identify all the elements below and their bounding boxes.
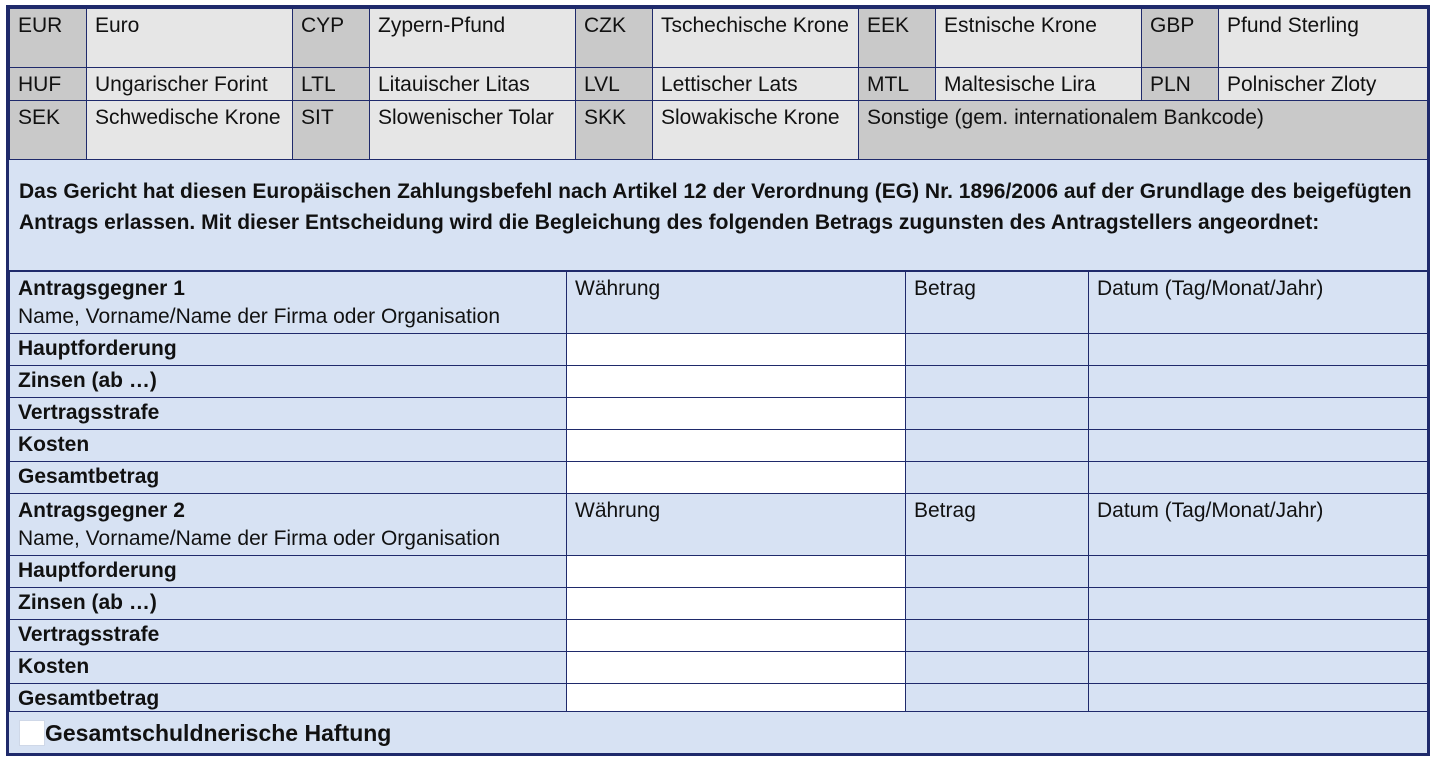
currency-name: Ungarischer Forint (87, 68, 293, 101)
currency-field[interactable] (567, 398, 906, 430)
currency-code: LVL (576, 68, 653, 101)
defendant-subtitle: Name, Vorname/Name der Firma oder Organisation (18, 305, 501, 328)
defendant-title: Antragsgegner 1 (18, 277, 185, 300)
defendant-subtitle: Name, Vorname/Name der Firma oder Organisation (18, 527, 501, 550)
defendant-title: Antragsgegner 2 (18, 499, 185, 522)
currency-name: Litauischer Litas (370, 68, 576, 101)
defendant-header (10, 272, 567, 334)
currency-field[interactable] (567, 430, 906, 462)
joint-liability-label: Gesamtschuldnerische Haftung (45, 720, 392, 746)
currency-code: MTL (859, 68, 936, 101)
payment-order-form (6, 5, 1430, 756)
claim-row-label: Kosten (10, 652, 567, 684)
currency-name: Polnischer Zloty (1219, 68, 1428, 101)
currency-field[interactable] (567, 620, 906, 652)
joint-liability-row (9, 711, 1427, 753)
currency-name: Estnische Krone (936, 9, 1142, 68)
claim-row-label: Vertragsstrafe (10, 398, 567, 430)
date-column-header: Datum (Tag/Monat/Jahr) (1089, 272, 1428, 334)
defendant-header (10, 494, 567, 556)
currency-column-header: Währung (567, 494, 906, 556)
claim-row-label: Gesamtbetrag (10, 462, 567, 494)
currency-code: GBP (1142, 9, 1219, 68)
amount-field[interactable] (906, 462, 1089, 494)
claim-row-label: Gesamtbetrag (10, 684, 567, 716)
amount-field[interactable] (906, 398, 1089, 430)
order-statement: Das Gericht hat diesen Europäischen Zahlungsbefehl nach Artikel 12 der Verordnung (EG) Nr. 1896/2006 auf der Grundlage des beigefügten Antrags erlassen. Mit dieser Entscheidung wird die Begleichung des folgenden Betrags zugunsten des Antragstellers angeordnet: (9, 159, 1427, 271)
claim-row-label: Hauptforderung (10, 334, 567, 366)
currency-field[interactable] (567, 556, 906, 588)
currency-field[interactable] (567, 334, 906, 366)
joint-liability-checkbox[interactable] (19, 720, 45, 746)
date-field[interactable] (1089, 366, 1428, 398)
currency-name: Schwedische Krone (87, 101, 293, 162)
currency-code: CYP (293, 9, 370, 68)
currency-code: PLN (1142, 68, 1219, 101)
amount-field[interactable] (906, 652, 1089, 684)
currency-code: EUR (10, 9, 87, 68)
currency-name: Lettischer Lats (653, 68, 859, 101)
currency-name: Zypern-Pfund (370, 9, 576, 68)
currency-name: Slowakische Krone (653, 101, 859, 162)
amount-field[interactable] (906, 556, 1089, 588)
currency-code: CZK (576, 9, 653, 68)
currency-code: HUF (10, 68, 87, 101)
claim-row-label: Vertragsstrafe (10, 620, 567, 652)
claim-row-label: Zinsen (ab …) (10, 588, 567, 620)
amount-field[interactable] (906, 366, 1089, 398)
currency-code-table (9, 8, 1428, 162)
currency-name: Maltesische Lira (936, 68, 1142, 101)
date-field[interactable] (1089, 588, 1428, 620)
date-field[interactable] (1089, 398, 1428, 430)
currency-name: Euro (87, 9, 293, 68)
date-field[interactable] (1089, 462, 1428, 494)
amount-column-header: Betrag (906, 272, 1089, 334)
claim-row-label: Hauptforderung (10, 556, 567, 588)
currency-name: Pfund Sterling (1219, 9, 1428, 68)
claims-table (9, 271, 1428, 716)
currency-column-header: Währung (567, 272, 906, 334)
currency-code: LTL (293, 68, 370, 101)
amount-field[interactable] (906, 588, 1089, 620)
amount-field[interactable] (906, 430, 1089, 462)
date-field[interactable] (1089, 334, 1428, 366)
currency-code: SKK (576, 101, 653, 162)
currency-code: EEK (859, 9, 936, 68)
currency-code: SIT (293, 101, 370, 162)
date-field[interactable] (1089, 556, 1428, 588)
currency-field[interactable] (567, 366, 906, 398)
claim-row-label: Zinsen (ab …) (10, 366, 567, 398)
amount-column-header: Betrag (906, 494, 1089, 556)
date-column-header: Datum (Tag/Monat/Jahr) (1089, 494, 1428, 556)
date-field[interactable] (1089, 652, 1428, 684)
date-field[interactable] (1089, 430, 1428, 462)
amount-field[interactable] (906, 334, 1089, 366)
currency-field[interactable] (567, 652, 906, 684)
currency-name: Tschechische Krone (653, 9, 859, 68)
currency-field[interactable] (567, 462, 906, 494)
currency-code: SEK (10, 101, 87, 162)
claim-row-label: Kosten (10, 430, 567, 462)
other-currency-cell: Sonstige (gem. internationalem Bankcode) (859, 101, 1428, 162)
amount-field[interactable] (906, 620, 1089, 652)
currency-field[interactable] (567, 588, 906, 620)
currency-name: Slowenischer Tolar (370, 101, 576, 162)
date-field[interactable] (1089, 620, 1428, 652)
